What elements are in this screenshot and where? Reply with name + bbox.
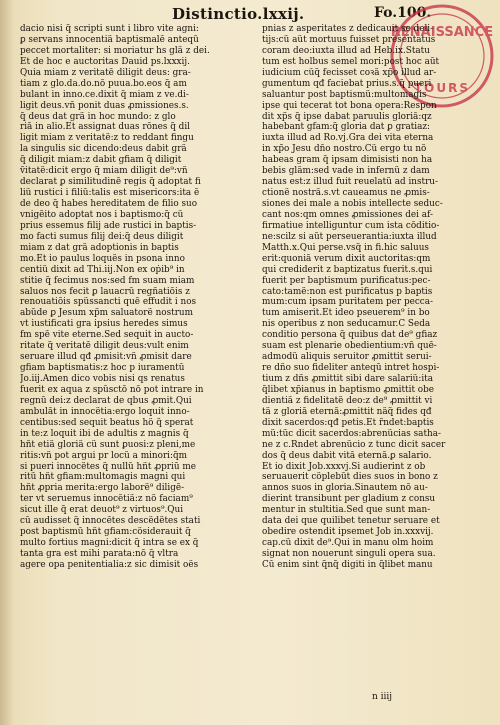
text-line: in xp̃o Jesu dño nostro.Cũ ergo tu nõ <box>262 144 427 155</box>
text-line: nis operibus z non seducamur.C Seda <box>262 319 431 330</box>
text-line: in te:z loquit ibi de adultis z magnis q̃ <box>20 428 189 439</box>
text-line: siones dei male a nobis intellecte seduc- <box>262 199 443 209</box>
text-line: ligit miam z veritatẽ:z to reddant fingu <box>20 133 194 144</box>
text-line: dos q̃ deus dabit vitã eternã.ꝑ salario. <box>262 450 432 461</box>
text-line: ritũ hñt gfiam:multomagis magni qui <box>20 472 186 483</box>
stamp-bottom-text: TOURS <box>413 81 471 95</box>
text-line: ligit deus.vñ ponit duas ꝓmissiones.s. <box>20 100 189 111</box>
text-line: dixit sacerdos:qđ petis.Et r̃ndet:baptis <box>262 417 434 428</box>
text-line: Matth.x.Qui perse.vsq̃ in fi.hic saluus <box>262 242 429 253</box>
text-line: gfiam baptismatis:z hoc p iuramentũ <box>20 363 185 374</box>
text-line: tum amiserit.Et ideo pseuerem⁹ in bo <box>262 308 430 319</box>
text-line: mo facti sumus filij dei:q̃ deus diligit <box>20 231 184 242</box>
text-line: saluantur post baptismũ:multomagis <box>262 89 427 100</box>
text-line: tum est holbus semel mori:post hoc aũt <box>262 56 440 67</box>
text-line: ipse qui tecerat tot bona opera:Respon <box>262 100 437 111</box>
text-line: data dei que quilibet tenetur seruare et <box>262 516 440 527</box>
text-line: suam est plenarie obedientium:vñ quẽ- <box>262 341 437 352</box>
running-head: Distinctio.lxxij. <box>172 5 305 23</box>
text-line: dacio nisi q̃ scripti sunt i libro vite agni: <box>20 24 199 34</box>
text-line: Cũ enim sint q̃nq̃ digiti in q̃libet manu <box>262 559 433 570</box>
text-line: ritate q̃ veritatẽ diligit deus:vult enim <box>20 341 189 352</box>
text-line: Jo.iij.Amen dico vobis nisi qs renatus <box>20 374 185 384</box>
text-line: seruare illud qđ ꝓmisit:vñ ꝓmisit dare <box>20 352 192 363</box>
text-line: tium z dñs ꝓmittit sibi dare salariũ:ita <box>262 374 433 384</box>
text-line: re dño suo fideliter anteqũ intret hospi- <box>262 363 440 374</box>
text-line: vt iustificati gra ipsius heredes simus <box>20 319 188 330</box>
text-line: Quia miam z veritatẽ diligit deus: gra- <box>20 67 191 78</box>
text-line: bulant in inno.ce.dixit q̃ miam z ve.di- <box>20 89 189 100</box>
text-line: mo.Et io paulus loquẽs in psona inno <box>20 253 185 264</box>
text-line: si pueri innocẽtes q̃ nullũ hñt ꝓpriũ me <box>20 461 196 472</box>
text-line: miam z dat grã adoptionis in baptis <box>20 242 179 253</box>
text-line: ꝑ servans innocentiã baptismalẽ anteqũ <box>20 34 199 45</box>
text-line: multo fortius magni:dicit q̃ intra se ex q̃ <box>20 538 199 549</box>
text-line: gumentum qđ faciebat prius.s.q̃ pueri <box>262 78 432 89</box>
text-line: tã z gloriã eternã:ꝓmittit nãq̃ fides qđ <box>262 406 432 417</box>
text-line: fuerit per baptismum purificatus:pec- <box>262 275 431 286</box>
text-line: fuerit ex aqua z spũsctõ nõ pot intrare in <box>20 384 204 395</box>
text-line: q̃libet xp̃ianus in baptismo ꝓmittit obe <box>262 384 435 395</box>
text-line: ne z c.R̃ndet abrenũcio z tunc dicit sacer <box>262 439 446 450</box>
text-line: signat non nouerunt singuli opera sua. <box>262 549 436 559</box>
text-line: hñt ꝓpria merita:ergo laborẽ⁹ diligẽ- <box>20 483 185 494</box>
text-line: cũ audisset q̃ innocẽtes descẽdẽtes stati <box>20 516 201 527</box>
text-line: ṽitatẽ:dicit ergo q̃ miam diligit de⁹:vñ <box>20 166 188 177</box>
text-line: riã in alio.Et assignat duas rõnes q̃ dil <box>20 122 190 133</box>
text-line: regnũ dei:z declarat de qbus ꝓmit.Qui <box>20 395 192 406</box>
text-line: qui crediderit z baptizatus fuerit.s.qui <box>262 264 433 275</box>
text-line: cant nos:qm omnes ꝓmissiones dei af- <box>262 209 433 220</box>
text-line: prius essemus filij ade rustici in baptis- <box>20 220 197 231</box>
text-line: firmatiue intelliguntur cum ista cõditio- <box>262 220 440 231</box>
text-line: declarat ꝑ similitudinẽ regis q̃ adoptat fi <box>20 177 201 188</box>
text-line: centiũ dixit ad Thi.iij.Non ex oṗib⁹ in <box>20 264 185 275</box>
text-line: mũ:tũc dicit sacerdos:abrenũcias satha- <box>262 428 441 439</box>
text-line: seruauerit cõplebũt dies suos in bono z <box>262 472 438 483</box>
text-line: admodũ aliquis seruitor ꝓmittit serui- <box>262 352 432 363</box>
text-line: abũde ꝑ Jesum xp̃m saluatorẽ nostrum <box>20 308 193 319</box>
text-line: renouatiõis spũssancti quẽ effudit i nos <box>20 297 197 308</box>
text-line: Et de hoc e auctoritas Dauid ps.lxxxij. <box>20 56 190 67</box>
text-line: erit:quoniã verum dixit auctoritas:qm <box>262 253 431 264</box>
text-line: tiam z glo.da.do.nõ puua.bo.eos q̃ am <box>20 78 187 89</box>
text-line: annos suos in gloria.Sinautem nõ au- <box>262 483 428 494</box>
text-line: dientiã z fidelitatẽ deo:z de⁹ ꝓmittit vi <box>262 395 433 406</box>
text-line: la singulis sic dicendo:deus dabit grã <box>20 144 187 155</box>
text-line: mentur in stultitia.Sed que sunt man- <box>262 505 431 516</box>
text-line: q̃ deus dat grã in hoc mundo: z glo <box>20 111 176 122</box>
text-line: coram deo:iuxta illud ad Heb.ix.Statu <box>262 45 430 56</box>
text-line: conditio persona q̃ quibus dat de⁹ gfiaz <box>262 330 438 341</box>
text-line: fm spẽ vite eterne.Sed sequit in aucto- <box>20 330 194 341</box>
text-line: dierint transibunt per gladium z consu <box>262 494 436 505</box>
text-line: cap.cũ dixit de⁹.Qui in manu olm hoim <box>262 538 434 549</box>
text-line: bebis glãm:sed vade in infernũ z dam <box>262 166 430 177</box>
text-line: stitie q̃ fecimus nos:sed fm suam miam <box>20 275 195 286</box>
text-line: q̃ diligit miam:z dabit gfiam q̃ diligit <box>20 155 182 166</box>
text-line: mum:cum ipsam puritatem per pecca- <box>262 297 434 308</box>
text-line: cato:tamẽ:non est purificatus p baptis <box>262 286 433 297</box>
text-line: post baptismũ hñt gfiam:cõsiderauit q̃ <box>20 527 191 538</box>
text-line: dit xp̃s q̃ ipse dabat paruulis gloriã:qz <box>262 111 432 122</box>
text-line: tijs:cũ aũt mortuus fuisset presentatus <box>262 34 436 45</box>
text-line: ritis:vñ pot argui pr locũ a minori:q̃m <box>20 450 188 461</box>
right-text-column <box>262 24 482 571</box>
text-line: vnigẽito adoptat nos i baptismo:q̃ cũ <box>20 209 184 220</box>
folio-number: Fo.100. <box>374 5 432 21</box>
text-line: Et io dixit Job.xxxvj.Si audierint z ob <box>262 461 426 472</box>
gutter-shadow <box>0 0 14 725</box>
text-line: ctionẽ nostrã.s.vt caueamus ne ꝓmis- <box>262 188 430 199</box>
text-line: hñt etiã gloriã cũ sunt ꝑuosi:z pleni,me <box>20 439 196 450</box>
text-line: saluos nos fecit ꝑ lauacrũ regñatiõis z <box>20 286 190 297</box>
signature-mark: n iiij <box>372 692 393 702</box>
stamp-top-text: RENAISSANCE <box>390 25 494 40</box>
text-line: ter vt seruemus innocẽtiã:z nõ faciam⁹ <box>20 494 193 505</box>
text-line: ambulãt in innocẽtia:ergo loquit inno- <box>20 406 190 417</box>
text-line: ne:scilz si aũt perseuerantia:iuxta illud <box>262 231 437 242</box>
text-line: liũ rustici i filiũ:talis est misericors:ita ẽ <box>20 188 200 199</box>
text-line: iuxta illud ad Ro.vj.Gra dei vita eterna <box>262 133 434 144</box>
text-line: pnias z asperitates z dedicauit se deli- <box>262 24 434 34</box>
text-line: centibus:sed sequit beatus hõ q̃ sperat <box>20 417 194 428</box>
text-line: de deo q̃ habes hereditatem de filio suo <box>20 199 198 209</box>
text-line: iudicium cũq̃ fecisset coꝛã xp̃o illud ar- <box>262 67 437 78</box>
text-line: agere opa penitentialia:z sic dimisit oẽs <box>20 559 199 570</box>
text-line: sicut ille q̃ erat deuot⁹ z virtuos⁹.Qui <box>20 505 184 516</box>
text-line: peccet mortaliter: si moriatur hs glã z dei. <box>20 45 210 56</box>
text-line: obedire ostendit ipsemet Job in.xxxvij. <box>262 527 434 538</box>
text-line: habeas gram q̃ ipsam dimisisti non ha <box>262 155 433 166</box>
text-line: habebant gfam:q̃ gloria dat ꝑ gratiaz: <box>262 122 431 133</box>
text-line: tanta gra est mihi parata:nõ q̃ vltra <box>20 549 179 559</box>
text-line: natus est:z illud fuit reuelatũ ad instru- <box>262 177 438 188</box>
left-text-column <box>20 24 240 571</box>
